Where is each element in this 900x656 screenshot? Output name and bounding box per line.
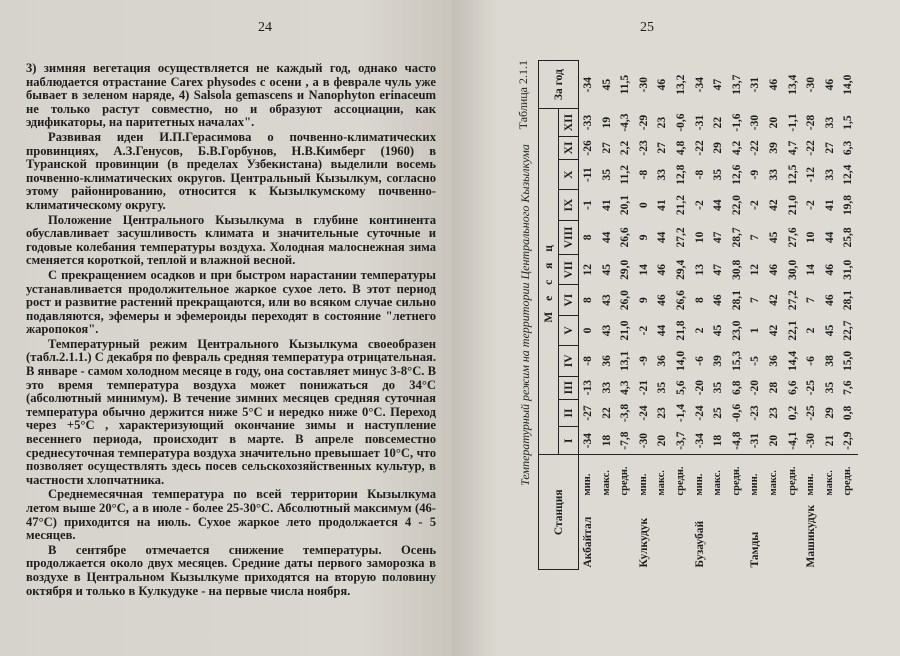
temperature-cell: 9 — [637, 234, 650, 241]
temperature-cell: 28 — [767, 381, 780, 394]
temperature-cell: 23 — [767, 407, 780, 419]
temperature-cell: 14,0 — [674, 350, 687, 371]
temperature-cell: 19,8 — [842, 195, 855, 216]
station-name — [709, 496, 728, 570]
temperature-cell: 22,0 — [730, 195, 743, 216]
table-row — [635, 61, 654, 570]
temperature-cell: 27,6 — [786, 227, 799, 248]
month-header: VIII — [559, 220, 579, 254]
stat-label: средн. — [784, 455, 803, 496]
temperature-cell: 6,8 — [730, 380, 743, 395]
temperature-cell: 7 — [805, 297, 818, 304]
temperature-cell: 44 — [656, 324, 669, 337]
temperature-cell: 28,1 — [730, 290, 743, 311]
temperature-cell: 4,7 — [786, 140, 799, 156]
temperature-cell: -28 — [805, 114, 818, 131]
temperature-cell: -34 — [582, 76, 594, 93]
table-row — [765, 61, 784, 570]
temperature-cell: -24 — [637, 405, 650, 421]
temperature-cell: 36 — [656, 355, 669, 367]
stat-label: макс. — [653, 455, 672, 496]
temperature-cell: 20 — [656, 434, 669, 447]
temperature-cell: 47 — [712, 78, 725, 91]
station-name: Акбайтал — [582, 516, 594, 568]
temperature-cell: 39 — [712, 355, 725, 367]
temperature-cell: 46 — [823, 294, 836, 306]
temperature-cell: 7 — [749, 234, 762, 241]
temperature-cell: 11,5 — [619, 74, 632, 95]
temperature-cell: 23,0 — [730, 320, 743, 341]
table-row — [672, 61, 691, 570]
temperature-cell: 41 — [600, 199, 613, 211]
station-name — [653, 496, 672, 570]
temperature-cell: -31 — [693, 114, 706, 131]
temperature-cell: 21,8 — [674, 320, 687, 341]
temperature-cell: 25 — [712, 407, 725, 419]
temperature-cell: 28,1 — [842, 290, 855, 311]
temperature-cell: 6,3 — [842, 140, 855, 156]
temperature-cell: 30,0 — [786, 259, 799, 280]
temperature-cell: 8 — [582, 297, 594, 304]
temperature-cell: 21 — [823, 434, 836, 447]
temperature-cell: 28,7 — [730, 227, 743, 248]
temperature-cell: 44 — [712, 199, 725, 211]
temperature-cell: -27 — [582, 405, 594, 421]
header-station: Станция — [539, 455, 579, 570]
month-header: V — [559, 315, 579, 345]
temperature-cell: 15,0 — [842, 350, 855, 371]
temperature-cell: -2 — [693, 200, 706, 210]
temperature-cell: 29 — [823, 407, 836, 419]
paragraph: 3) зимняя вегетация осуществляется не каждый год, однако часто наблюдается отрастание Carex physodes с осени , а в феврале чуль уже бывает в зеленом наряде, 4) Salsola gemascens и Nanophyton erinaceum не только растут совместно, но и образуют ассоциации, как эдификаторы, на паритетных началах". — [26, 61, 436, 130]
temperature-cell: -25 — [805, 379, 818, 396]
temperature-cell: 22,1 — [786, 320, 799, 341]
temperature-cell: -6 — [693, 356, 706, 366]
station-name — [598, 496, 617, 570]
temperature-cell: -13 — [582, 379, 594, 396]
temperature-cell: -4,3 — [619, 113, 632, 132]
temperature-cell: -30 — [805, 76, 818, 93]
station-name — [839, 496, 858, 570]
temperature-cell: -31 — [749, 76, 762, 93]
temperature-cell: 19 — [600, 116, 613, 129]
temperature-cell: 27 — [656, 142, 669, 154]
table-title: Температурный режим на территории Центрального Кызылкума — [518, 144, 532, 486]
temperature-cell: 13,1 — [619, 350, 632, 371]
temperature-cell: 41 — [656, 199, 669, 211]
stat-label: мин. — [746, 455, 765, 496]
temperature-cell: -5 — [749, 356, 762, 366]
stat-label: макс. — [709, 455, 728, 496]
temperature-cell: 44 — [823, 231, 836, 244]
temperature-cell: -33 — [582, 114, 594, 131]
temperature-cell: -1 — [582, 200, 594, 210]
temperature-cell: 22 — [600, 407, 613, 419]
temperature-cell: 33 — [823, 116, 836, 129]
stat-label: макс. — [598, 455, 617, 496]
temperature-cell: 12 — [582, 264, 594, 276]
temperature-table — [538, 60, 858, 570]
temperature-cell: 12,6 — [730, 164, 743, 185]
table-row — [653, 61, 672, 570]
temperature-cell: 13,2 — [674, 74, 687, 95]
table-caption: Таблица 2.1.1 — [516, 60, 530, 130]
temperature-cell: -22 — [693, 140, 706, 156]
stat-label: средн. — [839, 455, 858, 496]
temperature-cell: -2 — [805, 200, 818, 210]
temperature-cell: 10 — [805, 231, 818, 244]
table-row — [616, 61, 635, 570]
temperature-cell: -3,7 — [674, 431, 687, 450]
paragraph: В сентябре отмечается снижение температуры. Осень продолжается около двух месяцев. Средние даты первого заморозка в воздухе в Центральном Кызылкуме приходятся на вторую половину октября и только в Кулкудуке - на первые числа ноября. — [26, 542, 436, 598]
station-name — [616, 496, 635, 570]
temperature-cell: -9 — [749, 169, 762, 180]
station-name: Машикудук — [805, 504, 818, 568]
temperature-cell: 45 — [823, 324, 836, 337]
temperature-cell: -11 — [582, 167, 594, 183]
stat-label: макс. — [821, 455, 840, 496]
temperature-cell: 21,0 — [786, 195, 799, 216]
temperature-cell: 31,0 — [842, 259, 855, 280]
page-number: 24 — [258, 20, 272, 35]
header-year: За год — [539, 61, 579, 109]
temperature-cell: -34 — [693, 76, 706, 93]
temperature-cell: 46 — [767, 264, 780, 276]
temperature-cell: 27,2 — [674, 227, 687, 248]
temperature-cell: 20 — [767, 434, 780, 447]
paragraph: Температурный режим Центрального Кызылкума своеобразен (табл.2.1.1.) С декабря по февраль средняя температура отрицательная. В январе - самом холодном месяце в году, она составляет минус 3-8°С. В это время температура воздуха может понижаться до 34°С (абсолютный минимум). В течение зимних месяцев средняя суточная температура обычно держится ниже 5°С и нередко ниже 0°С. Переход через +5°С , характеризующий окончание зимы и наступление весеннего периода, происходит в марте. В апреле повсеместно среднесуточная температура воздуха значительно превышает 10°С, что позволяет осуществлять здесь посев сельскохозяйственных культур, в частности хлопчатника. — [26, 336, 437, 487]
table-row — [579, 61, 598, 570]
temperature-cell: 46 — [767, 78, 780, 91]
temperature-cell: -6 — [805, 356, 818, 366]
temperature-cell: -34 — [582, 432, 594, 449]
temperature-cell: 33 — [767, 168, 780, 181]
station-name: Тамды — [749, 531, 762, 568]
temperature-cell: -8 — [637, 169, 650, 180]
month-header: VI — [559, 285, 579, 315]
temperature-cell: -8 — [693, 169, 706, 180]
temperature-cell: 35 — [656, 381, 669, 394]
temperature-cell: 42 — [767, 324, 780, 337]
paragraph: С прекращением осадков и при быстром нарастании температуры устанавливается продолжительное жаркое сухое лето. В этот период рост и развитие растений прекращаются, или во всяком случае сильно подавляются, эфемеры и эфемероиды переходят в состояние "летнего жаропокоя". — [26, 267, 436, 337]
temperature-cell: 44 — [656, 231, 669, 244]
table-row — [598, 61, 617, 570]
temperature-cell: 26,0 — [619, 290, 632, 311]
temperature-cell: 35 — [600, 168, 613, 181]
page-body-text — [26, 62, 436, 599]
temperature-cell: 2 — [805, 327, 818, 334]
temperature-cell: 6,6 — [786, 380, 799, 395]
temperature-cell: -9 — [637, 356, 650, 366]
temperature-cell: -1,1 — [786, 113, 799, 132]
table-row — [839, 61, 858, 570]
temperature-cell: -2 — [637, 325, 650, 336]
temperature-cell: 14,0 — [842, 74, 855, 95]
temperature-cell: -22 — [749, 140, 762, 156]
month-header: IV — [559, 346, 579, 376]
stat-label: мин. — [635, 455, 654, 496]
temperature-cell: -30 — [637, 76, 650, 93]
temperature-cell: 4,2 — [730, 140, 743, 156]
temperature-cell: -2,9 — [842, 431, 855, 450]
temperature-cell: -25 — [805, 405, 818, 421]
temperature-cell: 1,5 — [842, 115, 855, 130]
temperature-cell: 11,2 — [619, 164, 632, 185]
temperature-cell: 46 — [656, 294, 669, 306]
temperature-cell: -0,6 — [730, 403, 743, 423]
station-name — [784, 496, 803, 570]
temperature-cell: 45 — [712, 324, 725, 337]
temperature-cell: 1 — [749, 327, 762, 334]
table-row — [746, 61, 765, 570]
table-row — [691, 61, 710, 570]
temperature-cell: 46 — [823, 264, 836, 276]
paragraph: Развивая идеи И.П.Герасимова о почвенно-климатических провинциях, А.З.Генусов, Б.В.Горбунов, Н.В.Кимберг (1960) в Туранской провинции (в пределах Узбекистана) выделили восемь почвенно-климатических округов. Центральный Кызылкум, согласно этому районированию, относится к Кызылкумскому почвенно-климатическому округу. — [26, 129, 436, 212]
temperature-cell: -7,8 — [619, 431, 632, 450]
temperature-cell: 8 — [582, 234, 594, 241]
temperature-cell: 26,6 — [619, 227, 632, 248]
temperature-cell: 30,8 — [730, 259, 743, 280]
temperature-cell: 13,7 — [730, 74, 743, 95]
temperature-cell: -30 — [805, 432, 818, 449]
stat-label: макс. — [765, 455, 784, 496]
temperature-cell: 0 — [582, 327, 594, 334]
stat-label: средн. — [616, 455, 635, 496]
temperature-cell: 23 — [656, 407, 669, 419]
temperature-cell: 43 — [600, 324, 613, 337]
temperature-cell: 12,5 — [786, 164, 799, 185]
temperature-cell: -24 — [693, 405, 706, 421]
temperature-cell: -23 — [749, 405, 762, 421]
temperature-cell: 7,6 — [842, 380, 855, 395]
station-name: Кулкудук — [637, 517, 650, 568]
temperature-cell: 47 — [712, 231, 725, 244]
temperature-cell: 27 — [823, 142, 836, 154]
temperature-cell: 29,4 — [674, 259, 687, 280]
temperature-cell: 14 — [805, 264, 818, 276]
temperature-cell: 8 — [693, 297, 706, 304]
table-row — [728, 61, 747, 570]
temperature-cell: 46 — [712, 294, 725, 306]
temperature-cell: 42 — [767, 199, 780, 211]
temperature-cell: 43 — [600, 294, 613, 306]
month-header: II — [559, 399, 579, 427]
temperature-cell: -0,6 — [674, 113, 687, 132]
stat-label: средн. — [728, 455, 747, 496]
stat-label: мин. — [579, 455, 598, 496]
paragraph: Положение Центрального Кызылкума в глубине континента обуславливает засушливость климата и значительные суточные и годовые колебания температуры воздуха. Холодная малоснежная зима сменяется короткой, теплой и влажной весной. — [26, 212, 436, 268]
temperature-cell: 20 — [767, 116, 780, 129]
temperature-cell: -3,8 — [619, 403, 632, 423]
temperature-cell: -23 — [637, 140, 650, 156]
month-header: X — [559, 160, 579, 190]
temperature-cell: -20 — [693, 379, 706, 396]
temperature-cell: -12 — [805, 167, 818, 183]
temperature-cell: -4,1 — [786, 431, 799, 450]
table-row — [821, 61, 840, 570]
temperature-cell: -20 — [749, 379, 762, 396]
month-header: IX — [559, 190, 579, 220]
temperature-cell: -1,6 — [730, 113, 743, 132]
temperature-cell: 21,0 — [619, 320, 632, 341]
temperature-cell: 29 — [712, 142, 725, 154]
temperature-cell: 33 — [600, 381, 613, 394]
temperature-cell: 42 — [767, 294, 780, 306]
temperature-cell: 45 — [600, 78, 613, 91]
temperature-cell: -34 — [693, 432, 706, 449]
temperature-cell: 13 — [693, 264, 706, 276]
temperature-cell: -30 — [749, 114, 762, 131]
temperature-cell: 45 — [767, 231, 780, 244]
temperature-cell: -21 — [637, 379, 650, 396]
temperature-cell: 5,6 — [674, 380, 687, 395]
temperature-cell: 21,2 — [674, 195, 687, 216]
temperature-cell: 4,3 — [619, 380, 632, 395]
temperature-cell: 7 — [749, 297, 762, 304]
month-header: I — [559, 427, 579, 455]
temperature-cell: -31 — [749, 432, 762, 449]
temperature-cell: 18 — [712, 434, 725, 447]
paragraph: Среднемесячная температура по всей территории Кызылкума летом выше 20°С, а в июле - более 25-30°С. Абсолютный максимум (46-47°С) приходится на июль. Сухое жаркое лето продолжается 4 - 5 месяцев. — [26, 487, 436, 543]
temperature-cell: 35 — [712, 168, 725, 181]
temperature-cell: 13,4 — [786, 74, 799, 95]
temperature-cell: 0,8 — [842, 405, 855, 421]
temperature-table-rotated — [516, 60, 866, 570]
temperature-cell: 29,0 — [619, 259, 632, 280]
temperature-cell: 35 — [823, 381, 836, 394]
temperature-cell: 46 — [656, 264, 669, 276]
temperature-cell: 20,1 — [619, 195, 632, 216]
stat-label: средн. — [672, 455, 691, 496]
temperature-cell: -4,8 — [730, 431, 743, 450]
temperature-cell: 2 — [693, 327, 706, 334]
table-row — [802, 61, 821, 570]
station-name: Бузаубай — [693, 520, 706, 568]
table-row — [784, 61, 803, 570]
temperature-cell: 12 — [749, 264, 762, 276]
temperature-cell: 14,4 — [786, 350, 799, 371]
stat-label: мин. — [691, 455, 710, 496]
temperature-cell: 38 — [823, 355, 836, 367]
temperature-cell: 41 — [823, 199, 836, 211]
temperature-cell: 27,2 — [786, 290, 799, 311]
temperature-cell: 10 — [693, 231, 706, 244]
table-row — [709, 61, 728, 570]
temperature-cell: 39 — [767, 142, 780, 154]
temperature-cell: 14 — [637, 264, 650, 276]
page-number: 25 — [640, 20, 654, 35]
temperature-cell: 46 — [823, 78, 836, 91]
temperature-cell: 27 — [600, 142, 613, 154]
temperature-cell: -30 — [637, 432, 650, 449]
temperature-cell: 0,2 — [786, 405, 799, 421]
temperature-cell: 18 — [600, 434, 613, 447]
station-name — [821, 496, 840, 570]
temperature-cell: 33 — [656, 168, 669, 181]
station-name — [728, 496, 747, 570]
temperature-cell: 26,6 — [674, 290, 687, 311]
temperature-cell: -1,4 — [674, 403, 687, 423]
temperature-cell: 12,4 — [842, 164, 855, 185]
temperature-cell: 9 — [637, 297, 650, 304]
temperature-cell: 22 — [712, 116, 725, 129]
temperature-cell: 2,2 — [619, 140, 632, 156]
temperature-cell: 44 — [600, 231, 613, 244]
temperature-cell: 36 — [600, 355, 613, 367]
temperature-cell: 46 — [656, 78, 669, 91]
temperature-cell: -2 — [749, 200, 762, 210]
temperature-cell: 25,8 — [842, 227, 855, 248]
temperature-cell: 23 — [656, 116, 669, 129]
temperature-cell: 12,8 — [674, 164, 687, 185]
month-header: XI — [559, 136, 579, 159]
temperature-cell: 47 — [712, 264, 725, 276]
temperature-cell: -8 — [582, 356, 594, 366]
month-header: VII — [559, 255, 579, 285]
month-header: III — [559, 376, 579, 399]
temperature-cell: 33 — [823, 168, 836, 181]
station-name — [672, 496, 691, 570]
temperature-cell: 45 — [600, 264, 613, 276]
temperature-cell: -26 — [582, 140, 594, 156]
temperature-cell: 35 — [712, 381, 725, 394]
temperature-cell: 0 — [637, 202, 650, 208]
temperature-cell: -29 — [637, 114, 650, 131]
temperature-cell: 36 — [767, 355, 780, 367]
month-header: XII — [559, 109, 579, 137]
stat-label: мин. — [802, 455, 821, 496]
temperature-cell: -22 — [805, 140, 818, 156]
temperature-cell: 15,3 — [730, 350, 743, 371]
station-name — [765, 496, 784, 570]
header-months: М е с я ц — [539, 109, 559, 455]
temperature-cell: 4,8 — [674, 140, 687, 156]
temperature-cell: 22,7 — [842, 320, 855, 341]
